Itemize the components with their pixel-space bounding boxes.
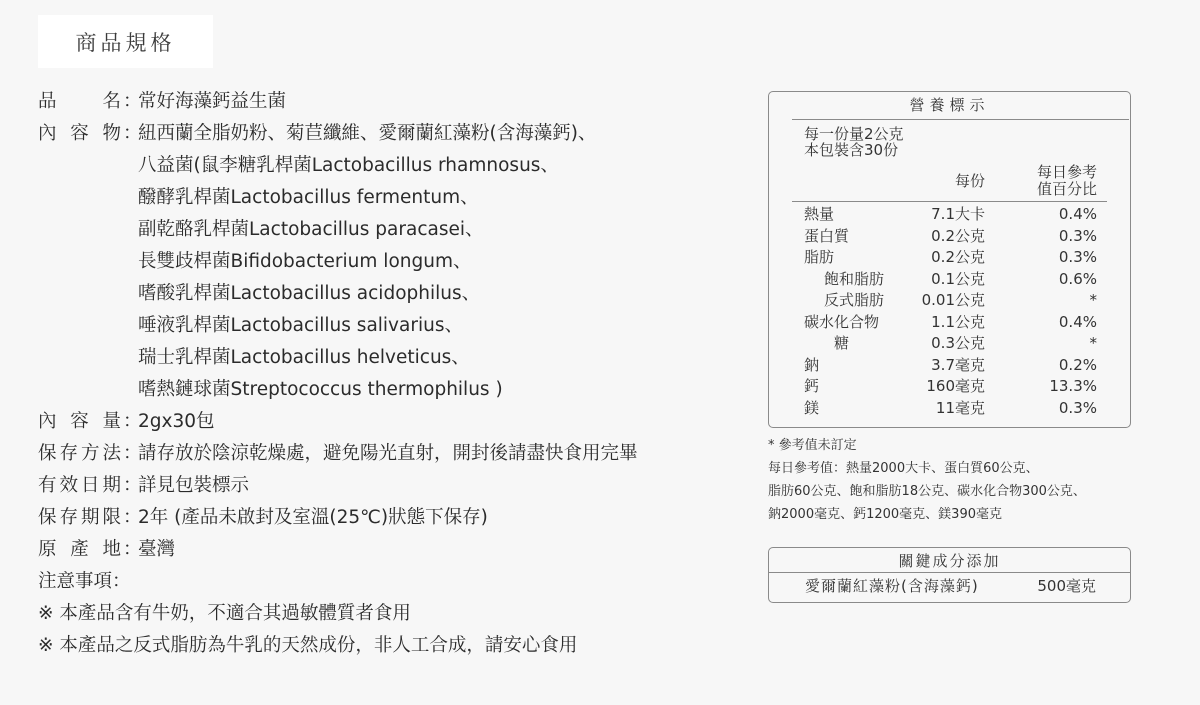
nutrient-daily-value: 0.3% <box>1058 248 1097 266</box>
nutrient-name: 蛋白質 <box>804 226 850 245</box>
nutrient-name: 鈉 <box>804 355 820 374</box>
nutrient-amount: 0.2公克 <box>931 226 985 245</box>
nutrient-amount: 3.7毫克 <box>931 355 985 374</box>
divider <box>792 119 1129 120</box>
spec-contents-row <box>38 374 738 406</box>
nutrient-daily-value: 0.4% <box>1058 205 1097 223</box>
note-item: ※ 本產品之反式脂肪為牛乳的天然成份，非人工合成，請安心食用 <box>38 635 578 656</box>
spec-label-shelf-life: 保 存 期 限 <box>38 507 121 528</box>
nutrition-row <box>769 398 1130 420</box>
spec-value-name: 常好海藻鈣益生菌 <box>138 91 287 112</box>
nutrition-row <box>769 333 1130 355</box>
footnote-line: 脂肪60公克、飽和脂肪18公克、碳水化合物300公克、 <box>768 484 1086 499</box>
spec-row-expiry: 有 效 日 期 ： 詳見包裝標示 <box>38 470 738 502</box>
nutrition-row <box>769 269 1130 291</box>
nutrient-daily-value: 0.3% <box>1058 398 1097 417</box>
spec-row-storage: 保 存 方 法 ： 請存放於陰涼乾燥處，避免陽光直射，開封後請盡快食用完畢 <box>38 438 738 470</box>
spec-row-origin: 原 產 地 ： 臺灣 <box>38 534 738 566</box>
page-title-text: 商品規格 <box>75 30 176 55</box>
spec-row-contents: 內 容 物 ： 紐西蘭全脂奶粉、菊苣纖維、愛爾蘭紅藻粉(含海藻鈣)、 <box>38 118 738 150</box>
spec-row-notes-label <box>38 566 738 598</box>
spec-contents-line: 嗜熱鏈球菌Streptococcus thermophilus ) <box>138 379 503 400</box>
key-ingredient-name: 愛爾蘭紅藻粉(含海藻鈣) <box>805 577 979 595</box>
spec-contents-row <box>38 310 738 342</box>
spec-row-name: 品 名 ： 常好海藻鈣益生菌 <box>38 86 738 118</box>
nutrient-name: 鎂 <box>804 398 820 417</box>
spec-value-expiry: 詳見包裝標示 <box>138 475 250 496</box>
key-ingredient-title: 關鍵成分添加 <box>898 552 1001 570</box>
spec-contents-row <box>38 214 738 246</box>
nutrient-name: 鈣 <box>804 377 820 395</box>
nutrient-amount: 11毫克 <box>935 398 985 417</box>
spec-contents-line: 嗜酸乳桿菌Lactobacillus acidophilus、 <box>138 283 481 304</box>
notes-label: 注意事項： <box>38 571 131 592</box>
spec-value-shelf-life: 2年 (產品未啟封及室溫(25℃)狀態下保存) <box>138 507 488 528</box>
nutrient-name: 碳水化合物 <box>804 312 880 331</box>
nutrition-row <box>769 247 1130 269</box>
spec-contents-line: 八益菌(鼠李糖乳桿菌Lactobacillus rhamnosus、 <box>138 155 559 176</box>
nutrition-row <box>769 312 1130 334</box>
footnote-line: * 參考值未訂定 <box>768 438 857 453</box>
nutrition-row <box>769 355 1130 377</box>
nutrition-row <box>769 290 1130 312</box>
spec-contents-row <box>38 246 738 278</box>
servings-per-package: 本包裝含30份 <box>804 141 899 159</box>
spec-label-contents: 內 容 物 <box>38 123 121 144</box>
spec-row-note <box>38 598 738 630</box>
spec-contents-line: 副乾酪乳桿菌Lactobacillus paracasei、 <box>138 219 484 240</box>
nutrient-amount: 0.3公克 <box>931 334 985 352</box>
divider <box>792 201 1107 202</box>
serving-size: 每一份量2公克 <box>804 125 904 143</box>
nutrition-footnotes <box>768 434 1086 526</box>
nutrient-name: 熱量 <box>804 205 835 223</box>
nutrient-daily-value: 0.6% <box>1058 269 1097 288</box>
key-ingredient-amount: 500毫克 <box>1037 577 1096 595</box>
spec-contents-row <box>38 182 738 214</box>
nutrient-amount: 0.1公克 <box>931 269 985 288</box>
nutrient-daily-value: 0.3% <box>1058 226 1097 245</box>
spec-contents-row <box>38 342 738 374</box>
nutrition-title: 營養標示 <box>909 96 990 114</box>
nutrient-daily-value: 0.4% <box>1058 312 1097 331</box>
nutrient-daily-value: 0.2% <box>1058 355 1097 374</box>
page-title <box>38 15 213 68</box>
spec-contents-line: 唾液乳桿菌Lactobacillus salivarius、 <box>138 315 463 336</box>
nutrient-daily-value: * <box>1089 291 1097 309</box>
spec-value-origin: 臺灣 <box>138 539 176 560</box>
nutrient-amount: 1.1公克 <box>931 312 985 331</box>
spec-label-expiry: 有 效 日 期 <box>38 475 121 496</box>
nutrient-daily-value: * <box>1089 334 1097 352</box>
spec-contents-line: 紐西蘭全脂奶粉、菊苣纖維、愛爾蘭紅藻粉(含海藻鈣)、 <box>138 123 597 144</box>
spec-label-storage: 保 存 方 法 <box>38 443 121 464</box>
nutrient-name: 糖 <box>834 334 850 352</box>
spec-contents-line: 長雙歧桿菌Bifidobacterium longum、 <box>138 251 472 272</box>
spec-row-quantity: 內 容 量 ： 2gx30包 <box>38 406 738 438</box>
footnote-line: 鈉2000毫克、鈣1200毫克、鎂390毫克 <box>768 507 1002 522</box>
footnote-line: 每日參考值：熱量2000大卡、蛋白質60公克、 <box>768 461 1039 476</box>
nutrient-amount: 0.01公克 <box>921 291 985 309</box>
col-header-per-serving: 每份 <box>954 172 985 190</box>
nutrient-amount: 7.1大卡 <box>931 205 985 223</box>
spec-value-storage: 請存放於陰涼乾燥處，避免陽光直射，開封後請盡快食用完畢 <box>138 443 638 464</box>
spec-row-note <box>38 630 738 662</box>
col-header-daily-value: 每日參考 值百分比 <box>1036 163 1097 198</box>
spec-row-shelf-life: 保 存 期 限 ： 2年 (產品未啟封及室溫(25℃)狀態下保存) <box>38 502 738 534</box>
nutrition-facts-box <box>768 91 1131 428</box>
nutrient-name: 脂肪 <box>804 248 835 266</box>
divider <box>769 572 1130 573</box>
spec-label-name: 品 名 <box>38 91 121 112</box>
note-item: ※ 本產品含有牛奶，不適合其過敏體質者食用 <box>38 603 411 624</box>
spec-contents-line: 瑞士乳桿菌Lactobacillus helveticus、 <box>138 347 470 368</box>
nutrient-amount: 160毫克 <box>926 377 985 395</box>
spec-list <box>38 86 738 662</box>
spec-label-quantity: 內 容 量 <box>38 411 121 432</box>
spec-contents-row <box>38 150 738 182</box>
spec-label-origin: 原 產 地 <box>38 539 121 560</box>
nutrient-amount: 0.2公克 <box>931 248 985 266</box>
nutrition-row <box>769 226 1130 248</box>
spec-value-quantity: 2gx30包 <box>138 411 215 432</box>
nutrient-daily-value: 13.3% <box>1049 377 1097 395</box>
spec-contents-row <box>38 278 738 310</box>
key-ingredient-box <box>768 547 1131 603</box>
nutrient-name: 反式脂肪 <box>824 291 885 309</box>
nutrition-row <box>769 204 1130 226</box>
nutrition-row <box>769 376 1130 398</box>
spec-contents-line: 醱酵乳桿菌Lactobacillus fermentum、 <box>138 187 479 208</box>
nutrient-name: 飽和脂肪 <box>824 269 885 288</box>
